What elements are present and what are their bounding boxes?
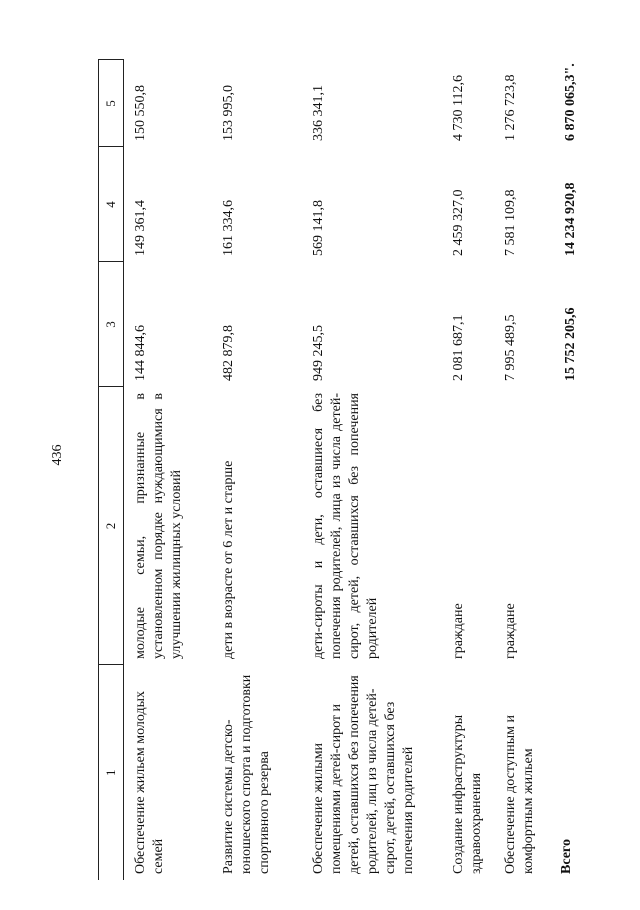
value-col-5: 150 550,8 (133, 85, 148, 141)
table-row (442, 60, 494, 880)
program-name: Обеспечение жильем молодых семей (133, 690, 167, 874)
table-row (494, 60, 546, 880)
header-col-1: 1 (99, 665, 124, 880)
table-row (302, 60, 442, 880)
header-col-3: 3 (99, 262, 124, 387)
header-col-2: 2 (99, 387, 124, 665)
total-empty-cell (546, 387, 586, 665)
table-row (124, 60, 212, 880)
total-col-5: 6 870 065,3". (562, 63, 578, 141)
total-col-3: 15 752 205,6 (562, 307, 578, 381)
value-col-5: 336 341,1 (310, 85, 326, 141)
total-col-4: 14 234 920,8 (562, 182, 578, 256)
recipient-category: граждане (450, 603, 466, 659)
table-body (124, 60, 586, 880)
recipient-category: дети-сироты и дети, оставшиеся без попечения родителей, лица из числа детей-сирот, детей, оставшихся без попечения родителей (310, 393, 381, 659)
rotated-table-container (98, 60, 578, 880)
value-col-4: 161 334,6 (220, 200, 236, 256)
value-col-5: 1 276 723,8 (502, 74, 518, 141)
value-col-3: 482 879,8 (220, 325, 236, 381)
value-col-3: 2 081 687,1 (450, 314, 466, 381)
header-col-5: 5 (99, 60, 124, 147)
value-col-4: 569 141,8 (310, 200, 326, 256)
recipient-category: дети в возрасте от 6 лет и старше (220, 460, 236, 659)
total-label: Всего (558, 839, 574, 874)
value-col-4: 7 581 109,8 (502, 189, 518, 256)
value-col-3: 7 995 489,5 (502, 314, 518, 381)
header-col-4: 4 (99, 147, 124, 262)
header-row (99, 60, 124, 880)
table-row (212, 60, 302, 880)
value-col-5: 4 730 112,6 (450, 75, 466, 141)
recipient-category: молодые семьи, признанные в установленном порядке нуждающимися в улучшении жилищных условий (133, 393, 185, 659)
program-name: Создание инфраструктуры здравоохранения (450, 714, 484, 874)
value-col-3: 949 245,5 (310, 325, 326, 381)
table-sheet (98, 60, 578, 880)
total-row (546, 60, 586, 880)
budget-table (98, 60, 586, 881)
recipient-category: граждане (502, 603, 518, 659)
program-name: Обеспечение доступным и комфортным жильем (502, 715, 536, 874)
value-col-4: 2 459 327,0 (450, 189, 466, 256)
table-header (99, 60, 124, 880)
program-name: Развитие системы детско-юношеского спорта и подготовки спортивного резерва (220, 674, 272, 874)
page-number: 436 (50, 444, 65, 466)
program-name: Обеспечение жилыми помещениями детей-сирот и детей, оставшихся без попечения родителей, лиц из числа детей-сирот, детей, оставшихся без попечения родителей (310, 675, 417, 874)
value-col-3: 144 844,6 (133, 325, 148, 381)
value-col-4: 149 361,4 (133, 200, 148, 256)
value-col-5: 153 995,0 (220, 85, 236, 141)
